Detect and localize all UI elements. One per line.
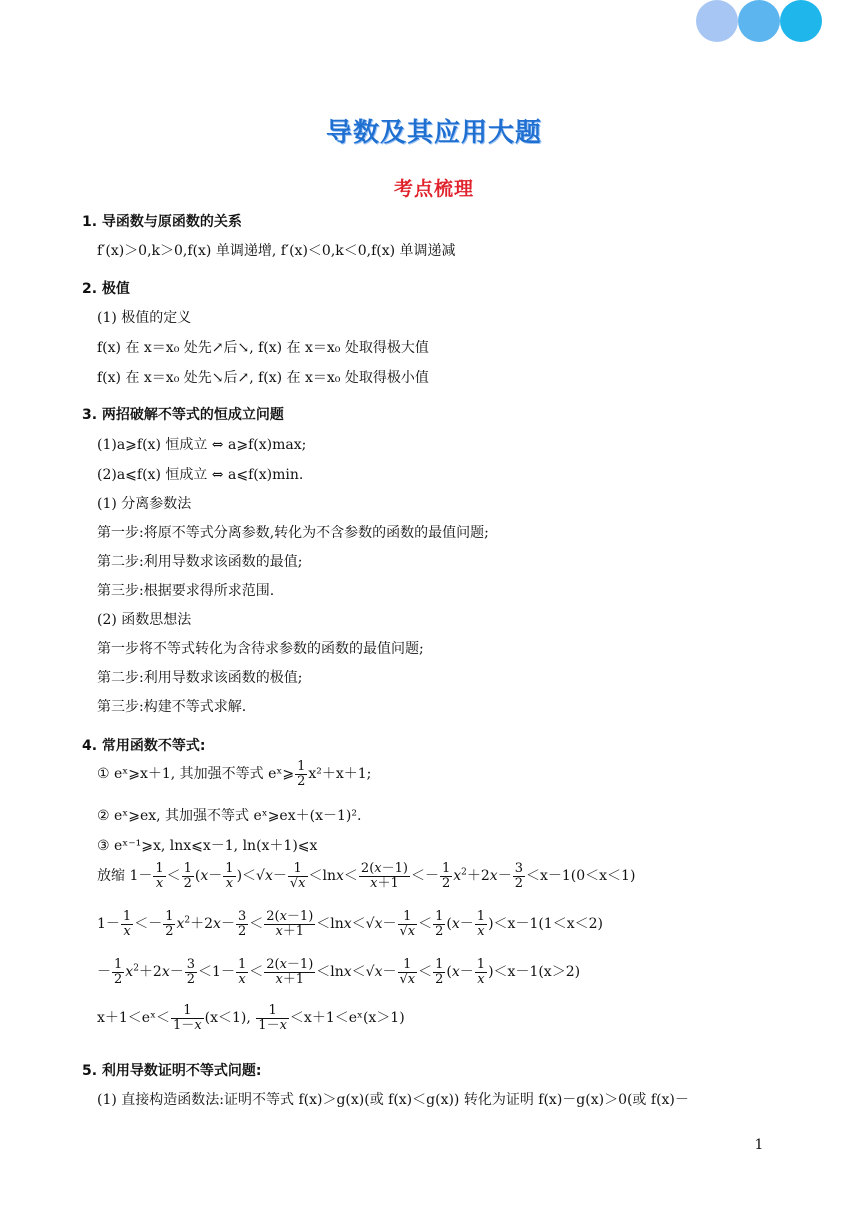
s3-line-8: 第一步将不等式转化为含待求参数的函数的最值问题; [97, 641, 424, 657]
s4-line-4-prefix: 放缩 [97, 868, 125, 885]
s2-line-3: f(x) 在 x＝x₀ 处先↘后↗, f(x) 在 x＝x₀ 处取得极小值 [97, 370, 429, 386]
s4-line-1-a: ① eˣ⩾x＋1, 其加强不等式 eˣ⩾ [97, 766, 295, 783]
s4-line-6: － $\frac{1}{2}$ $x^2+2x-$ $\frac{3}{2}$ ＜1－ $\frac{1}{x}$ ＜ $\frac{2(x-1)}{x+1}$ ＜lnx＜√x－ $\frac{1}{√x}$ ＜ $\frac{1}{2}$ (x－ $\frac{1}{x}$ )＜x－1(x＞2) [97, 957, 581, 987]
s3-line-2: (2)a⩽f(x) 恒成立 ⇔ a⩽f(x)min. [97, 467, 304, 483]
heading-2: 2. 极值 [82, 281, 130, 297]
s4-line-2: ② eˣ⩾ex, 其加强不等式 eˣ⩾ex＋(x－1)². [97, 808, 362, 824]
s4-line-4: 放缩 1－ $\frac{1}{x}$ ＜ $\frac{1}{2}$ (x－ $\frac{1}{x}$ )＜√x－ $\frac{1}{√x}$ ＜lnx＜ $\frac{2(x-1)}{x+1}$ ＜－ $\frac{1}{2}$ $x^2+2x-$ $\frac{3}{2}$ ＜x－1(0＜x＜1) [97, 861, 636, 891]
s3-line-3: (1) 分离参数法 [97, 496, 192, 512]
s3-line-4: 第一步:将原不等式分离参数,转化为不含参数的函数的最值问题; [97, 525, 489, 541]
page-number: 1 [754, 1137, 764, 1153]
s4-line-7: x＋1＜eˣ＜ $\frac{1}{1-x}$ (x＜1), $\frac{1}{1-x}$ ＜x＋1＜eˣ(x＞1) [97, 1003, 405, 1033]
s2-line-2: f(x) 在 x＝x₀ 处先↗后↘, f(x) 在 x＝x₀ 处取得极大值 [97, 340, 429, 356]
s4-line-5: 1－ $\frac{1}{x}$ ＜－ $\frac{1}{2}$ $x^2+2x-$ $\frac{3}{2}$ ＜ $\frac{2(x-1)}{x+1}$ ＜lnx＜√x－ $\frac{1}{√x}$ ＜ $\frac{1}{2}$ (x－ $\frac{1}{x}$ )＜x－1(1＜x＜2) [97, 909, 603, 939]
s4-line-7-c: ＜x＋1＜eˣ(x＞1) [289, 1010, 405, 1027]
heading-4: 4. 常用函数不等式: [82, 738, 206, 754]
s3-line-9: 第二步:利用导数求该函数的极值; [97, 670, 303, 686]
heading-1: 1. 导函数与原函数的关系 [82, 214, 242, 230]
heading-3: 3. 两招破解不等式的恒成立问题 [82, 407, 284, 423]
fraction: $\frac{1}{2}$ [297, 759, 306, 789]
s3-line-1: (1)a⩾f(x) 恒成立 ⇔ a⩾f(x)max; [97, 437, 307, 453]
s3-line-7: (2) 函数思想法 [97, 612, 192, 628]
s3-line-5: 第二步:利用导数求该函数的最值; [97, 554, 303, 570]
document-title: 导数及其应用大题 [325, 118, 542, 148]
heading-5: 5. 利用导数证明不等式问题: [82, 1063, 262, 1079]
s4-line-3: ③ eˣ⁻¹⩾x, lnx⩽x－1, ln(x＋1)⩽x [97, 838, 318, 854]
s1-line-1: f′(x)＞0,k＞0,f(x) 单调递增, f′(x)＜0,k＜0,f(x) 单调递减 [97, 243, 456, 259]
s4-line-7-b: (x＜1), [204, 1010, 251, 1027]
page-dot-right [780, 0, 822, 42]
s4-line-7-a: x＋1＜eˣ＜ [97, 1010, 171, 1027]
s4-line-4-cond: ＜x－1(0＜x＜1) [525, 868, 636, 885]
page-dot-middle [738, 0, 780, 42]
s4-line-5-cond: ＜x－1(1＜x＜2) [493, 916, 603, 933]
s4-line-1-b: x²＋x＋1; [308, 766, 372, 783]
s4-line-1 [97, 760, 371, 788]
s3-line-6: 第三步:根据要求得所求范围. [97, 583, 275, 599]
page-dot-left [696, 0, 738, 42]
s4-line-6-cond: ＜x－1(x＞2) [493, 964, 581, 981]
s3-line-10: 第三步:构建不等式求解. [97, 699, 247, 715]
s2-line-1: (1) 极值的定义 [97, 310, 192, 326]
section-subtitle: 考点梳理 [393, 178, 474, 200]
s5-line-1: (1) 直接构造函数法:证明不等式 f(x)＞g(x)(或 f(x)＜g(x)) 转化为证明 f(x)－g(x)＞0(或 f(x)－ [97, 1092, 689, 1108]
